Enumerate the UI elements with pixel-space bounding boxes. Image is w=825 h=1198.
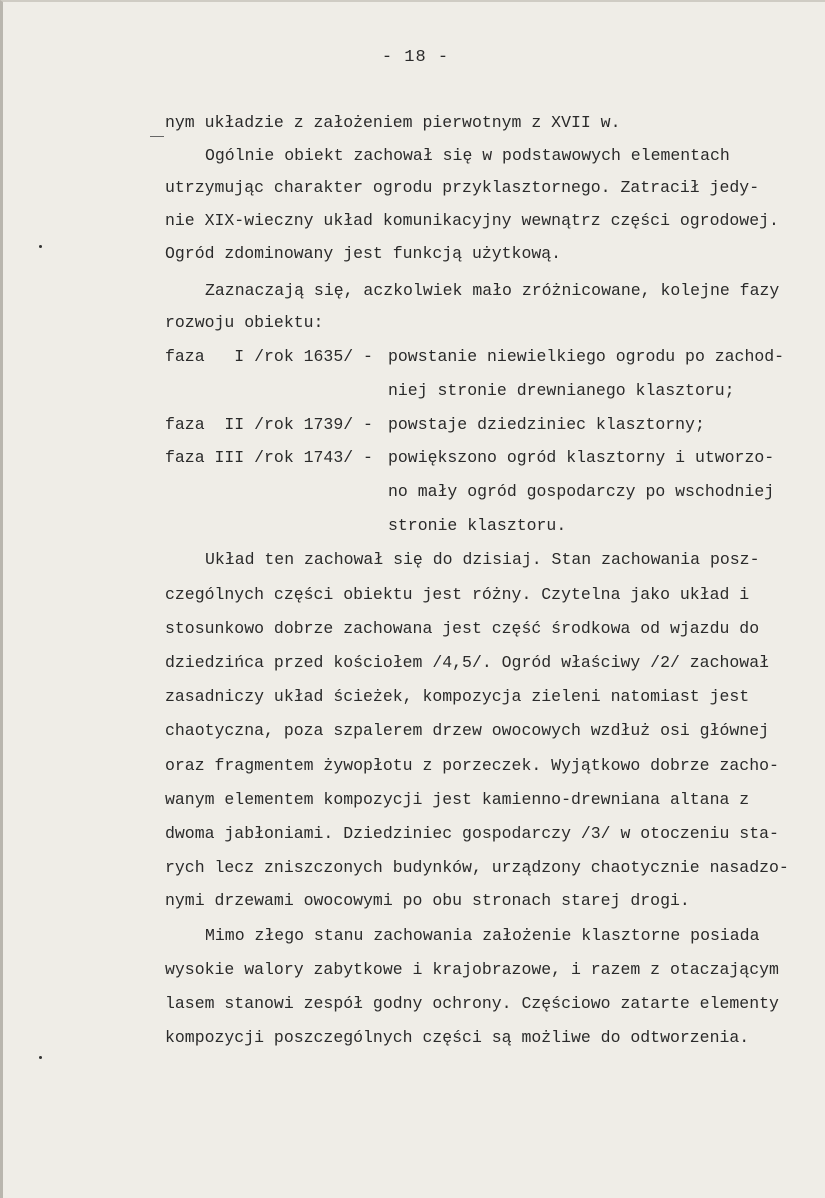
- phase-text: niej stronie drewnianego klasztoru;: [388, 381, 735, 400]
- text-line: czególnych części obiektu jest różny. Czytelna jako układ i: [165, 585, 750, 604]
- phase-text: powiększono ogród klasztorny i utworzo-: [388, 448, 775, 467]
- text-line: utrzymując charakter ogrodu przyklasztornego. Zatracił jedy-: [165, 178, 760, 197]
- text-line: zasadniczy układ ścieżek, kompozycja zieleni natomiast jest: [165, 687, 750, 706]
- text-line: rozwoju obiektu:: [165, 313, 324, 332]
- text-line: Ogólnie obiekt zachował się w podstawowych elementach: [205, 146, 730, 165]
- phase-text: powstanie niewielkiego ogrodu po zachod-: [388, 347, 785, 366]
- margin-dot: [39, 245, 42, 248]
- text-line: Ogród zdominowany jest funkcją użytkową.: [165, 244, 562, 263]
- margin-mark: [150, 136, 164, 137]
- phase-text: no mały ogród gospodarczy po wschodniej: [388, 482, 775, 501]
- text-line: kompozycji poszczególnych części są możliwe do odtworzenia.: [165, 1028, 750, 1047]
- text-line: wysokie walory zabytkowe i krajobrazowe, i razem z otaczającym: [165, 960, 779, 979]
- text-line: dwoma jabłoniami. Dziedziniec gospodarczy /3/ w otoczeniu sta-: [165, 824, 779, 843]
- text-line: nie XIX-wieczny układ komunikacyjny wewnątrz części ogrodowej.: [165, 211, 779, 230]
- text-line: Mimo złego stanu zachowania założenie klasztorne posiada: [205, 926, 760, 945]
- page-number: - 18 -: [381, 48, 450, 67]
- text-line: oraz fragmentem żywopłotu z porzeczek. Wyjątkowo dobrze zacho-: [165, 756, 779, 775]
- phase-text: powstaje dziedziniec klasztorny;: [388, 415, 705, 434]
- text-line: dziedzińca przed kościołem /4,5/. Ogród właściwy /2/ zachował: [165, 653, 769, 672]
- text-line: stosunkowo dobrze zachowana jest część środkowa od wjazdu do: [165, 619, 760, 638]
- phase-label: faza I /rok 1635/ -: [165, 347, 373, 366]
- text-line: rych lecz zniszczonych budynków, urządzony chaotycznie nasadzo-: [165, 858, 789, 877]
- text-line: nymi drzewami owocowymi po obu stronach starej drogi.: [165, 891, 690, 910]
- text-line: Układ ten zachował się do dzisiaj. Stan zachowania posz-: [205, 550, 760, 569]
- text-line: chaotyczna, poza szpalerem drzew owocowych wzdłuż osi głównej: [165, 721, 769, 740]
- phase-label: faza II /rok 1739/ -: [165, 415, 373, 434]
- text-line: nym układzie z założeniem pierwotnym z XVII w.: [165, 113, 621, 132]
- text-line: lasem stanowi zespół godny ochrony. Częściowo zatarte elementy: [165, 994, 779, 1013]
- phase-label: faza III /rok 1743/ -: [165, 448, 373, 467]
- phase-text: stronie klasztoru.: [388, 516, 567, 535]
- margin-dot: [39, 1056, 42, 1059]
- text-line: wanym elementem kompozycji jest kamienno-drewniana altana z: [165, 790, 750, 809]
- text-line: Zaznaczają się, aczkolwiek mało zróżnicowane, kolejne fazy: [205, 281, 780, 300]
